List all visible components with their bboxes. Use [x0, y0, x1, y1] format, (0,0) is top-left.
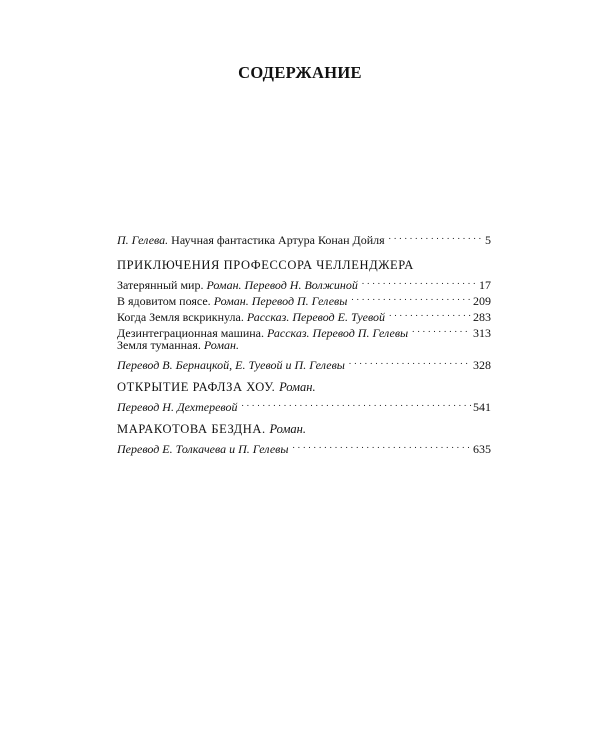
- entry-note: Роман. Перевод Н. Волжиной: [206, 278, 358, 292]
- table-of-contents: [117, 229, 491, 454]
- entry-title: Когда Земля вскрикнула.: [117, 310, 244, 324]
- dot-leader: [351, 290, 471, 305]
- dot-leader: [241, 396, 471, 411]
- page-number: 283: [473, 310, 491, 324]
- dot-leader: [389, 229, 483, 244]
- entry-title: Земля туманная.: [117, 338, 201, 352]
- dot-leader: [292, 438, 471, 453]
- section-genre: Роман.: [269, 422, 306, 436]
- page-title: СОДЕРЖАНИЕ: [238, 63, 362, 82]
- entry-note: Роман.: [203, 338, 239, 352]
- entry-title: Научная фантастика Артура Конан Дойля: [171, 233, 385, 247]
- dot-leader: [362, 274, 477, 289]
- entry-note: Рассказ. Перевод Е. Туевой: [246, 310, 386, 324]
- entry-translator: Перевод Н. Дехтеревой: [117, 400, 238, 414]
- entry-title: Дезинтеграционная машина.: [117, 326, 264, 340]
- dot-leader: [412, 322, 471, 337]
- section-genre: Роман.: [279, 380, 316, 394]
- page-number: 5: [485, 233, 491, 247]
- section-heading[interactable]: [117, 380, 491, 396]
- section-heading: ПРИКЛЮЧЕНИЯ ПРОФЕССОРА ЧЕЛЛЕНДЖЕРА: [117, 258, 414, 272]
- page-number: 17: [479, 278, 491, 292]
- page-number: 209: [473, 294, 491, 308]
- dot-leader: [349, 354, 471, 369]
- page-number: 328: [473, 358, 491, 372]
- entry-note: Рассказ. Перевод П. Гелевы: [267, 326, 409, 340]
- toc-entry[interactable]: [117, 396, 491, 412]
- page-number: 313: [473, 326, 491, 340]
- toc-entry[interactable]: [117, 274, 491, 290]
- entry-title: В ядовитом поясе.: [117, 294, 211, 308]
- toc-entry-intro[interactable]: [117, 229, 491, 245]
- section-heading[interactable]: [117, 422, 491, 438]
- dot-leader: [389, 306, 471, 321]
- entry-author: П. Гелева.: [117, 233, 169, 247]
- toc-entry-line2[interactable]: [117, 354, 491, 370]
- page-number: 635: [473, 442, 491, 456]
- entry-translator: Перевод Е. Толкачева и П. Гелевы: [117, 442, 289, 456]
- entry-title: Затерянный мир.: [117, 278, 204, 292]
- page-number: 541: [473, 400, 491, 414]
- entry-note: Роман. Перевод П. Гелевы: [213, 294, 348, 308]
- entry-translator: Перевод В. Бернацкой, Е. Туевой и П. Гелевы: [117, 358, 345, 372]
- toc-entry[interactable]: [117, 438, 491, 454]
- entry-text: [117, 233, 385, 248]
- section-title: МАРАКОТОВА БЕЗДНА.: [117, 422, 266, 436]
- section-title: ОТКРЫТИЕ РАФЛЗА ХОУ.: [117, 380, 276, 394]
